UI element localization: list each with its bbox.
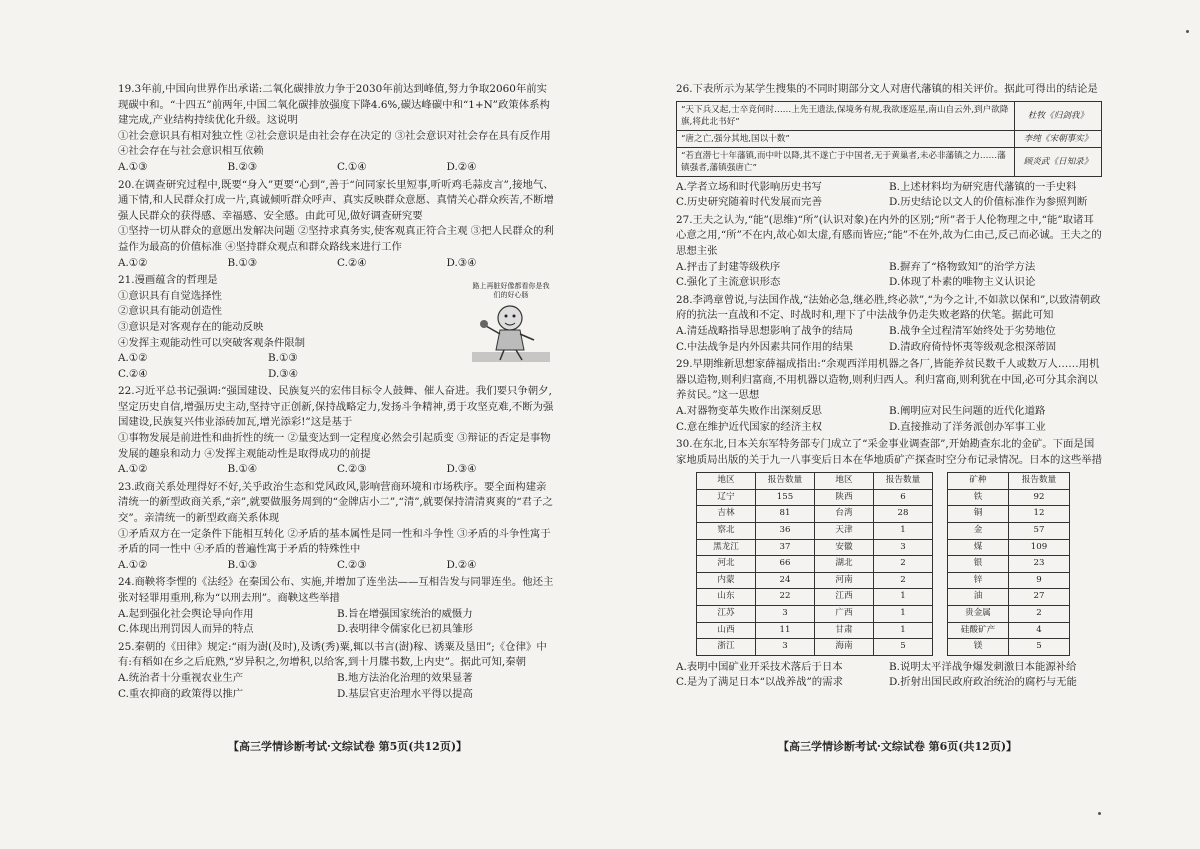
answer-options [676, 404, 1102, 420]
region-cell: 辽宁 [697, 489, 756, 506]
source-cell: 杜牧《归剑我》 [1015, 101, 1102, 130]
region-cell: 河南 [815, 572, 874, 589]
answer-options [118, 367, 418, 383]
question-30 [676, 437, 1102, 691]
page-footer-right: 【高三学情诊断考试·文综试卷 第6页(共12页)】 [778, 740, 1018, 753]
question-statements: ①事物发展是前进性和曲折性的统一 ②量变达到一定程度必然会引起质变 ③辩证的否定是事物发展的趣泉和动力 ④发挥主观能动性是取得成功的前提 [118, 432, 551, 460]
option-c[interactable]: C.①④ [337, 160, 367, 173]
option-c[interactable]: C.历史研究随着时代发展而完善 [676, 196, 822, 209]
statement-1: ①意识具有自觉选择性 [118, 289, 222, 302]
region-cell: 山东 [697, 589, 756, 606]
option-a[interactable]: A.起到强化社会舆论导向作用 [118, 607, 254, 620]
region-table-body [697, 489, 933, 655]
option-c[interactable]: C.体现出刑罚因人而异的特点 [118, 623, 254, 636]
count-cell: 3 [874, 539, 933, 556]
option-c[interactable]: C.意在维护近代国家的经济主权 [676, 420, 822, 433]
answer-options [118, 687, 556, 703]
count-cell: 11 [756, 622, 815, 639]
page-5 [118, 82, 556, 704]
table-row [677, 130, 1102, 147]
region-table [696, 472, 933, 656]
option-b[interactable]: B.②③ [227, 160, 258, 173]
option-c[interactable]: C.中法战争是内外因素共同作用的结果 [676, 340, 854, 353]
column-header: 报告数量 [756, 473, 815, 490]
question-stem: 26.下表所示为某学生搜集的不同时期部分文人对唐代藩镇的相关评价。据此可得出的结论是 [676, 83, 1098, 95]
option-c[interactable]: C.强化了主流意识形态 [676, 276, 781, 289]
count-cell: 28 [874, 506, 933, 523]
mineral-cell: 锌 [948, 572, 1009, 589]
cartoon-caption: 路上再脏好像都看你是我们的好心肠 [472, 282, 550, 299]
option-a[interactable]: A.表明中国矿业开采技术落后于日本 [676, 660, 843, 673]
option-d[interactable]: D.②④ [446, 558, 477, 571]
option-c[interactable]: C.是为了满足日本“以战养战”的需求 [676, 676, 843, 689]
table-row [697, 489, 933, 506]
table-row [948, 589, 1070, 606]
question-19 [118, 82, 556, 176]
option-b[interactable]: B.①④ [227, 463, 258, 476]
mineral-table-body [948, 489, 1070, 655]
region-cell: 海南 [815, 639, 874, 656]
question-24 [118, 575, 556, 637]
answer-options [676, 180, 1102, 196]
option-b[interactable]: B.①③ [227, 558, 258, 571]
option-c[interactable]: C.②④ [337, 256, 367, 269]
table-row [948, 523, 1070, 540]
count-cell: 37 [756, 539, 815, 556]
question-22 [118, 384, 556, 478]
count-cell: 23 [1009, 556, 1070, 573]
option-d[interactable]: D.折射出国民政府政治统治的腐朽与无能 [889, 676, 1077, 689]
option-b[interactable]: B.地方法治化治理的效果显著 [337, 671, 473, 684]
count-cell: 1 [874, 523, 933, 540]
table-row [948, 506, 1070, 523]
question-stem: 23.政商关系处理得好不好,关乎政治生态和党风政风,影响营商环境和市场秩序。要全面构建亲清统一的新型政商关系,“亲”,就要做服务周到的“金牌店小二”,“清”,就要保持清清爽爽的“君子之交”。亲清统一的新型政商关系体现 [118, 480, 553, 525]
option-a[interactable]: A.①② [118, 256, 148, 269]
region-cell: 陕西 [815, 489, 874, 506]
mineral-table [947, 472, 1070, 656]
option-b[interactable]: B.旨在增强国家统治的威慑力 [337, 607, 473, 620]
table-row [948, 489, 1070, 506]
statement-2: ②意识具有能动创造性 [118, 305, 222, 318]
page-6 [676, 82, 1102, 693]
region-cell: 天津 [815, 523, 874, 540]
table-row [697, 589, 933, 606]
option-a[interactable]: A.①② [118, 352, 148, 365]
answer-options [118, 671, 556, 687]
statement-3: ③意识是对客观存在的能动反映 [118, 320, 264, 333]
count-cell: 24 [756, 572, 815, 589]
option-b[interactable]: B.上述材料均为研究唐代藩镇的一手史料 [889, 180, 1077, 193]
option-c[interactable]: C.重农抑商的政策得以推广 [118, 687, 244, 700]
count-cell: 1 [874, 622, 933, 639]
mineral-cell: 铁 [948, 489, 1009, 506]
option-d[interactable]: D.直接推动了洋务派创办军事工业 [889, 420, 1046, 433]
option-d[interactable]: D.③④ [446, 463, 477, 476]
answer-options [676, 275, 1102, 291]
question-statements: ①矛盾双方在一定条件下能相互转化 ②矛盾的基本属性是同一性和斗争性 ③矛盾的斗争性寓于矛盾的同一性中 ④矛盾的普遍性寓于矛盾的特殊性中 [118, 527, 551, 556]
table-header-row [697, 473, 933, 490]
scan-speck [1098, 812, 1101, 815]
scan-speck [1186, 30, 1189, 33]
option-b[interactable]: B.阐明应对民生问题的近代化道路 [889, 404, 1046, 417]
count-cell: 66 [756, 556, 815, 573]
question-stem: 25.秦朝的《田律》规定:“雨为澍(及时),及诱(秀)粟,辄以书言(澍)稼、诱粟及垦田”;《仓律》中有:有稻如在乡之后庇熟,“岁异积之,勿增积,以给客,到十月牒书数,上内史”。据此可知,秦朝 [118, 640, 547, 669]
answer-options [676, 260, 1102, 276]
question-stem: 22.习近平总书记强调:“强国建设、民族复兴的宏伟目标令人鼓舞、催人奋进。我们要只争朝夕,坚定历史自信,增强历史主动,坚持守正创新,保持战略定力,发扬斗争精神,勇于攻坚克难,不断为强国建设,民族复兴伟业添砖加瓦,增光添彩!”这是基于 [118, 385, 554, 429]
mineral-cell: 硅酸矿产 [948, 622, 1009, 639]
option-b[interactable]: B.战争全过程清军始终处于劣势地位 [889, 324, 1056, 337]
table-row [948, 556, 1070, 573]
answer-options [118, 622, 556, 638]
region-cell: 江苏 [697, 606, 756, 623]
question-stem: 20.在调查研究过程中,既要“身入”更要“心到”,善于“问同家长里短事,听听鸡毛蒜皮言”,接地气、通下情,和人民群众打成一片,真诚倾听群众呼声、真实反映群众意愿、真情关心群众疾苦,不断增强人民群众的获得感、幸福感、安全感。由此可见,做好调查研究要 [118, 178, 554, 222]
answer-options [676, 195, 1102, 211]
column-header: 报告数量 [874, 473, 933, 490]
question-statements: ①社会意识具有相对独立性 ②社会意识是由社会存在决定的 ③社会意识对社会存在具有反作用 ④社会存在与社会意识相互依赖 [118, 129, 551, 158]
mineral-cell: 煤 [948, 539, 1009, 556]
option-a[interactable]: A.学者立场和时代影响历史书写 [676, 180, 822, 193]
table-row [697, 523, 933, 540]
quote-cell: “天下兵又起,士卒竞何时……上先王遗法,保境务有规,我欲逐巡星,南山自云外,到户欲降旗,将此北书好” [677, 101, 1015, 130]
count-cell: 27 [1009, 589, 1070, 606]
option-c[interactable]: C.②④ [118, 367, 148, 380]
question-23 [118, 480, 556, 574]
count-cell: 6 [874, 489, 933, 506]
column-header: 报告数量 [1009, 473, 1070, 490]
region-cell: 内蒙 [697, 572, 756, 589]
region-cell: 江西 [815, 589, 874, 606]
mineral-cell: 贵金属 [948, 606, 1009, 623]
quote-cell: “唐之亡,强分其地,国以十数” [677, 130, 1015, 147]
count-cell: 155 [756, 489, 815, 506]
region-cell: 山西 [697, 622, 756, 639]
page-footer-left: 【高三学情诊断考试·文综试卷 第5页(共12页)】 [228, 740, 468, 753]
table-row [677, 101, 1102, 130]
count-cell: 109 [1009, 539, 1070, 556]
option-a[interactable]: A.对器物变革失败作出深刻反思 [676, 404, 822, 417]
answer-options [676, 340, 1102, 356]
question-stem: 30.在东北,日本关东军特务部专门成立了“采金事业调查部”,开始勘查东北的金矿。下面是国家地质局出版的关于九一八事变后日本在华地质矿产探查时空分布记录情况。日本的这些举措 [676, 438, 1103, 466]
question-stem: 27.王夫之认为,“能”(思维)“所”(认识对象)在内外的区别;“所”者于人伦物理之中,“能”取诸耳心意之用,“所”不在内,故心如太虚,有感而皆应;“能”不在外,故为仁由己,反己而必诚。王夫之的思想主张 [676, 213, 1102, 257]
option-b[interactable]: B.说明太平洋战争爆发刺激日本能源补给 [889, 660, 1077, 673]
question-stem: 21.漫画蕴含的哲理是 [118, 274, 218, 287]
option-a[interactable]: A.统治者十分重视农业生产 [118, 671, 244, 684]
table-row [697, 506, 933, 523]
count-cell: 22 [756, 589, 815, 606]
answer-options [676, 675, 1102, 691]
answer-options [118, 558, 556, 574]
count-cell: 1 [874, 606, 933, 623]
mineral-cell: 铜 [948, 506, 1009, 523]
source-cell: 顾炎武《日知录》 [1015, 147, 1102, 176]
option-b[interactable]: B.摒弃了“格物致知”的治学方法 [889, 260, 1036, 273]
option-d[interactable]: D.表明律令儒家化已初具雏形 [337, 623, 473, 636]
region-cell: 黑龙江 [697, 539, 756, 556]
count-cell: 2 [874, 572, 933, 589]
option-c[interactable]: C.②③ [337, 558, 367, 571]
option-c[interactable]: C.②③ [337, 463, 367, 476]
option-a[interactable]: A.抨击了封建等级秩序 [676, 260, 781, 273]
question-statements: ①坚持一切从群众的意愿出发解决问题 ②坚持求真务实,使客观真正符合主观 ③把人民群众的利益作为最高的价值标准 ④坚持群众观点和群众路线来进行工作 [118, 225, 554, 253]
table-row [697, 606, 933, 623]
region-cell: 广西 [815, 606, 874, 623]
region-cell: 察北 [697, 523, 756, 540]
table-row [697, 639, 933, 656]
option-a[interactable]: A.①③ [118, 160, 148, 173]
table-row [697, 622, 933, 639]
count-cell: 12 [1009, 506, 1070, 523]
table-row [697, 556, 933, 573]
option-d[interactable]: D.清政府倚恃怀夷等级观念根深蒂固 [889, 340, 1057, 353]
cartoon-figure-icon [470, 300, 552, 364]
region-cell: 甘肃 [815, 622, 874, 639]
count-cell: 5 [1009, 639, 1070, 656]
question-stem: 24.商鞅将李悝的《法经》在秦国公布、实施,并增加了连坐法——互相告发与同罪连坐。他还主张对轻罪用重刑,称为“以刑去刑”。商鞅这些举措 [118, 576, 554, 604]
answer-options [118, 160, 556, 176]
answer-options [118, 351, 418, 367]
answer-options [676, 420, 1102, 436]
mineral-cell: 油 [948, 589, 1009, 606]
answer-options [118, 607, 556, 623]
region-cell: 吉林 [697, 506, 756, 523]
answer-options [676, 324, 1102, 340]
question-20 [118, 178, 556, 272]
column-header: 地区 [815, 473, 874, 490]
question-26 [676, 82, 1102, 211]
count-cell: 81 [756, 506, 815, 523]
table-row [948, 606, 1070, 623]
answer-options [118, 462, 556, 478]
quote-table [676, 101, 1102, 177]
table-row [697, 572, 933, 589]
statement-4: ④发挥主观能动性可以突破客观条件限制 [118, 336, 306, 349]
option-d[interactable]: D.基层官吏治理水平得以提高 [337, 687, 473, 700]
quote-cell: “若直潜七十年藩镇,而中叶以降,其不遂亡于中国者,无于黄巢者,未必非藩镇之力……藩镇强者,藩镇强唐亡” [677, 147, 1015, 176]
count-cell: 92 [1009, 489, 1070, 506]
count-cell: 9 [1009, 572, 1070, 589]
count-cell: 2 [874, 556, 933, 573]
question-stem: 29.早期维新思想家薛福成指出:“余观西洋用机器之各厂,皆能养贫民数千人或数万人……用机器以造物,则利归富商,不用机器以造物,则利归西人。利归富商,则利犹在中国,必可分其余润以养贫民。”这一思想 [676, 358, 1100, 402]
option-d[interactable]: D.历史结论以文人的价值标准作为参照判断 [889, 196, 1088, 209]
answer-options [676, 660, 1102, 676]
count-cell: 4 [1009, 622, 1070, 639]
q30-tables [696, 472, 1102, 656]
count-cell: 3 [756, 639, 815, 656]
column-header: 地区 [697, 473, 756, 490]
option-d[interactable]: D.③④ [446, 256, 477, 269]
option-a[interactable]: A.①② [118, 463, 148, 476]
table-row [948, 572, 1070, 589]
count-cell: 5 [874, 639, 933, 656]
answer-options [118, 256, 556, 272]
table-row [697, 539, 933, 556]
question-27 [676, 213, 1102, 291]
count-cell: 57 [1009, 523, 1070, 540]
count-cell: 36 [756, 523, 815, 540]
count-cell: 3 [756, 606, 815, 623]
question-stem: 19.3年前,中国向世界作出承诺:二氧化碳排放力争于2030年前达到峰值,努力争取2060年前实现碳中和。“十四五”前两年,中国二氧化碳排放强度下降4.6%,碳达峰碳中和“1+N”政策体系构建完成,产业结构持续优化升级。这说明 [118, 83, 550, 127]
region-cell: 河北 [697, 556, 756, 573]
count-cell: 1 [874, 589, 933, 606]
mineral-cell: 银 [948, 556, 1009, 573]
table-row [948, 639, 1070, 656]
region-cell: 安徽 [815, 539, 874, 556]
question-28 [676, 293, 1102, 355]
table-header-row [948, 473, 1070, 490]
question-29 [676, 357, 1102, 435]
question-25 [118, 640, 556, 702]
option-a[interactable]: A.清廷战略指导思想影响了战争的结局 [676, 324, 854, 337]
q21-cartoon [470, 282, 552, 366]
region-cell: 浙江 [697, 639, 756, 656]
option-d[interactable]: D.体现了朴素的唯物主义认识论 [889, 276, 1036, 289]
mineral-cell: 金 [948, 523, 1009, 540]
table-row [677, 147, 1102, 176]
option-a[interactable]: A.①② [118, 558, 148, 571]
count-cell: 2 [1009, 606, 1070, 623]
source-cell: 李纯《宋朝事实》 [1015, 130, 1102, 147]
option-d[interactable]: D.③④ [268, 367, 298, 380]
option-d[interactable]: D.②④ [446, 160, 477, 173]
region-cell: 台湾 [815, 506, 874, 523]
table-row [948, 622, 1070, 639]
table-row [948, 539, 1070, 556]
option-b[interactable]: B.①③ [227, 256, 258, 269]
region-cell: 湖北 [815, 556, 874, 573]
mineral-cell: 镁 [948, 639, 1009, 656]
column-header: 矿种 [948, 473, 1009, 490]
option-b[interactable]: B.①③ [268, 352, 298, 365]
question-stem: 28.李鸿章曾说,与法国作战,“法始必急,继必胜,终必款”,“为今之计,不如款以保和”,以致清朝政府的抗法一直战和不定、时战时和,理下了中法战争仍走失败老路的伏笔。据此可知 [676, 293, 1101, 322]
